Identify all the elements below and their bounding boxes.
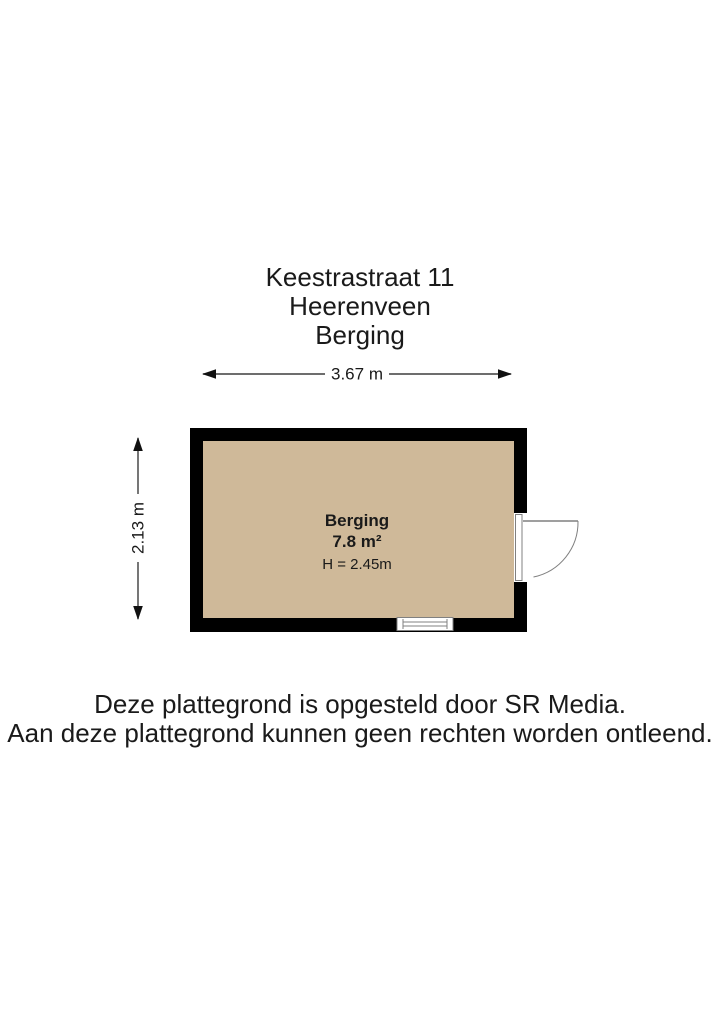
footer-line-rights: Aan deze plattegrond kunnen geen rechten worden ontleend.	[7, 718, 713, 748]
window-icon	[397, 618, 453, 631]
arrow-up-icon	[133, 437, 143, 451]
title-city: Heerenveen	[289, 291, 431, 321]
footer-line-author: Deze plattegrond is opgesteld door SR Media.	[94, 689, 626, 719]
width-dimension-label: 3.67 m	[325, 365, 389, 384]
room-area-label: 7.8 m²	[332, 532, 382, 551]
height-dimension-label: 2.13 m	[129, 494, 148, 562]
footer-disclaimer	[0, 690, 720, 748]
room-ceiling-height-label: H = 2.45m	[322, 556, 392, 573]
arrow-left-icon	[202, 369, 216, 379]
arrow-right-icon	[498, 369, 512, 379]
title-address: Keestrastraat 11	[265, 262, 455, 292]
arrow-down-icon	[133, 606, 143, 620]
title-room-type: Berging	[315, 320, 405, 350]
room-name-label: Berging	[324, 511, 390, 530]
